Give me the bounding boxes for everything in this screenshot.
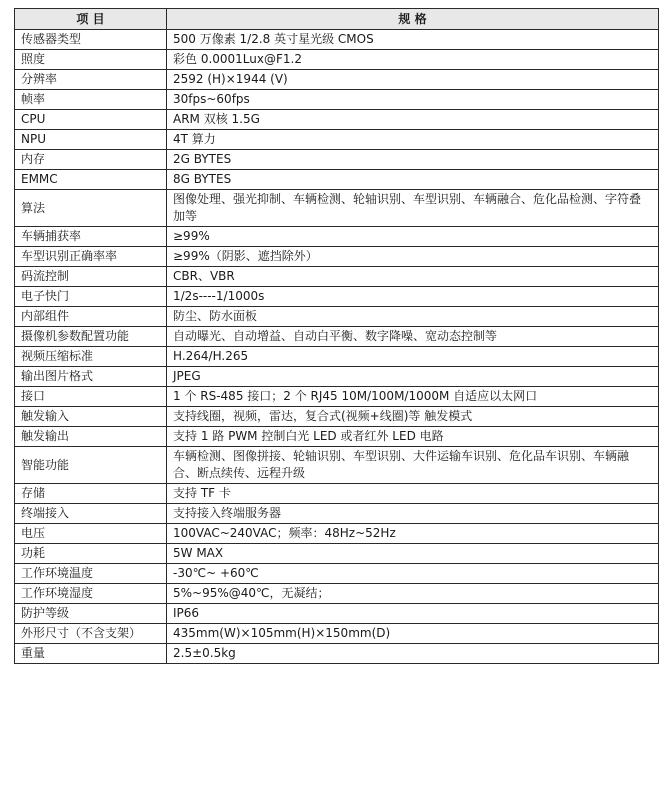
row-value: 支持 TF 卡 (167, 484, 659, 504)
table-row (15, 407, 659, 427)
row-value: 30fps~60fps (167, 90, 659, 110)
row-label: 摄像机参数配置功能 (15, 327, 167, 347)
row-label: 工作环境湿度 (15, 584, 167, 604)
row-value: 彩色 0.0001Lux@F1.2 (167, 50, 659, 70)
row-value: 5%~95%@40℃，无凝结； (167, 584, 659, 604)
row-value: IP66 (167, 604, 659, 624)
table-row (15, 504, 659, 524)
row-label: 电压 (15, 524, 167, 544)
column-header-item: 项 目 (15, 9, 167, 30)
table-row (15, 604, 659, 624)
row-label: NPU (15, 130, 167, 150)
row-label: 终端接入 (15, 504, 167, 524)
row-label: 电子快门 (15, 287, 167, 307)
row-value: 防尘、防水面板 (167, 307, 659, 327)
row-value: 支持线圈，视频，雷达，复合式(视频+线圈)等 触发模式 (167, 407, 659, 427)
row-label: 车型识别正确率率 (15, 247, 167, 267)
row-label: 重量 (15, 644, 167, 664)
row-label: 存储 (15, 484, 167, 504)
row-label: 触发输出 (15, 427, 167, 447)
table-body (15, 30, 659, 664)
table-row (15, 484, 659, 504)
row-value: ≥99%（阴影、遮挡除外） (167, 247, 659, 267)
row-label: 工作环境温度 (15, 564, 167, 584)
row-value: ≥99% (167, 227, 659, 247)
table-row (15, 367, 659, 387)
row-value: 自动曝光、自动增益、自动白平衡、数字降噪、宽动态控制等 (167, 327, 659, 347)
row-value: 2592 (H)×1944 (V) (167, 70, 659, 90)
row-label: 码流控制 (15, 267, 167, 287)
row-value: -30℃~ +60℃ (167, 564, 659, 584)
row-value: H.264/H.265 (167, 347, 659, 367)
table-row (15, 327, 659, 347)
spec-table (14, 8, 659, 664)
row-label: 功耗 (15, 544, 167, 564)
row-label: CPU (15, 110, 167, 130)
table-row (15, 307, 659, 327)
row-value: 车辆检测、图像拼接、轮轴识别、车型识别、大件运输车识别、危化品车识别、车辆融合、断点续传、远程升级 (167, 447, 659, 484)
row-label: 内存 (15, 150, 167, 170)
table-row (15, 524, 659, 544)
row-label: 输出图片格式 (15, 367, 167, 387)
table-row (15, 70, 659, 90)
row-label: 视频压缩标准 (15, 347, 167, 367)
row-label: EMMC (15, 170, 167, 190)
row-value: CBR、VBR (167, 267, 659, 287)
row-label: 触发输入 (15, 407, 167, 427)
table-row (15, 150, 659, 170)
table-row (15, 387, 659, 407)
row-label: 算法 (15, 190, 167, 227)
table-row (15, 110, 659, 130)
table-row (15, 644, 659, 664)
table-row (15, 227, 659, 247)
table-row (15, 30, 659, 50)
row-label: 车辆捕获率 (15, 227, 167, 247)
row-label: 传感器类型 (15, 30, 167, 50)
row-label: 智能功能 (15, 447, 167, 484)
row-label: 帧率 (15, 90, 167, 110)
table-row (15, 347, 659, 367)
table-row (15, 247, 659, 267)
table-header-row (15, 9, 659, 30)
row-value: 8G BYTES (167, 170, 659, 190)
row-value: 1 个 RS-485 接口；2 个 RJ45 10M/100M/1000M 自适应以太网口 (167, 387, 659, 407)
row-value: 1/2s----1/1000s (167, 287, 659, 307)
row-value: 支持 1 路 PWM 控制白光 LED 或者红外 LED 电路 (167, 427, 659, 447)
row-label: 接口 (15, 387, 167, 407)
row-value: 435mm(W)×105mm(H)×150mm(D) (167, 624, 659, 644)
row-value: 2.5±0.5kg (167, 644, 659, 664)
column-header-spec: 规 格 (167, 9, 659, 30)
table-row (15, 287, 659, 307)
table-row (15, 564, 659, 584)
table-row (15, 130, 659, 150)
table-row (15, 544, 659, 564)
row-label: 防护等级 (15, 604, 167, 624)
row-value: 5W MAX (167, 544, 659, 564)
row-label: 外形尺寸（不含支架） (15, 624, 167, 644)
row-value: 2G BYTES (167, 150, 659, 170)
row-label: 分辨率 (15, 70, 167, 90)
table-row (15, 50, 659, 70)
table-row (15, 190, 659, 227)
table-row (15, 624, 659, 644)
table-row (15, 447, 659, 484)
row-value: ARM 双核 1.5G (167, 110, 659, 130)
row-value: 100VAC~240VAC；频率：48Hz~52Hz (167, 524, 659, 544)
table-row (15, 267, 659, 287)
row-value: 图像处理、强光抑制、车辆检测、轮轴识别、车型识别、车辆融合、危化品检测、字符叠加等 (167, 190, 659, 227)
table-row (15, 584, 659, 604)
row-value: JPEG (167, 367, 659, 387)
row-label: 照度 (15, 50, 167, 70)
table-row (15, 427, 659, 447)
table-row (15, 170, 659, 190)
row-value: 4T 算力 (167, 130, 659, 150)
row-value: 500 万像素 1/2.8 英寸星光级 CMOS (167, 30, 659, 50)
table-row (15, 90, 659, 110)
row-value: 支持接入终端服务器 (167, 504, 659, 524)
row-label: 内部组件 (15, 307, 167, 327)
